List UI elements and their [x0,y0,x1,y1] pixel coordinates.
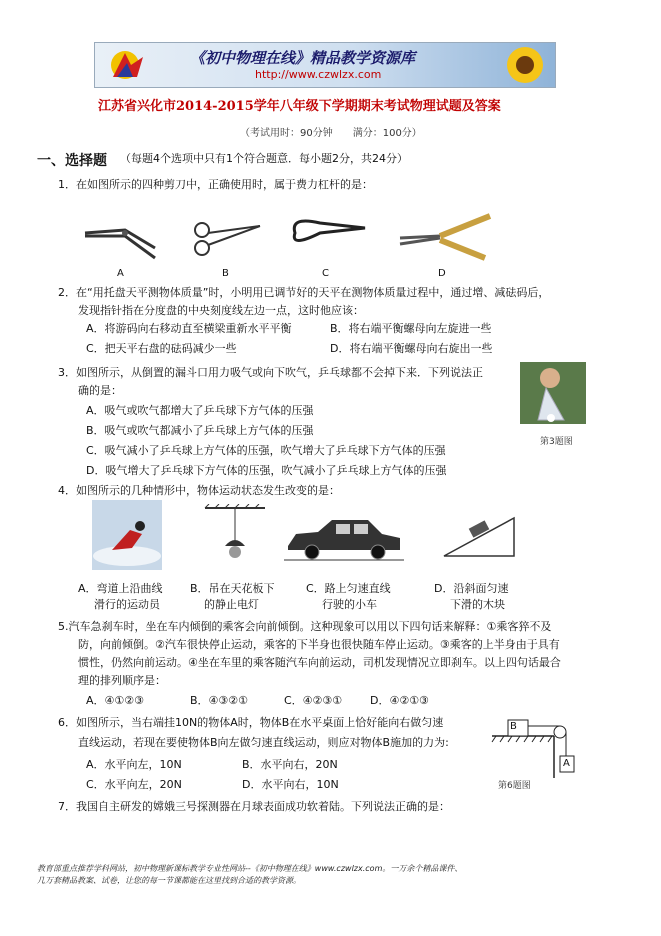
q6-option-a: A．水平向左，10N [86,758,182,771]
q5-option-b: B．④③②① [190,694,248,707]
q2-option-c: C．把天平右盘的砝码减少一些 [86,342,237,355]
q3-option-c: C．吸气减小了乒乓球上方气体的压强，吹气增大了乒乓球下方气体的压强 [86,444,446,457]
q5-option-a: A．④①②③ [86,694,144,707]
q4-option-a-line2: 滑行的运动员 [94,598,160,611]
section-note: （每题4个选项中只有1个符合题意．每小题2分，共24分） [120,152,408,165]
footer-line-1: 教育部重点推荐学科网站，初中物理新课标教学专业性网站--《初中物理在线》www.czwlzx.com。一万余个精品课件、 [37,864,463,873]
q2-option-b: B．将右端平衡螺母向左旋进一些 [330,322,492,335]
q6-stem-2: 直线运动，若现在要使物体B向左做匀速直线运动，则应对物体B施加的力为: [78,736,449,749]
q3-funnel-photo-icon [520,362,586,424]
page-footer [37,863,462,887]
banner-title: 《初中物理在线》精品教学资源库 [190,49,416,67]
q6-block-b-label: B [510,721,517,732]
q4-option-b-line1: B．吊在天花板下 [190,582,275,595]
q4-option-b-line2: 的静止电灯 [204,598,259,611]
tin-snips-icon [85,230,155,258]
q4-stem: 4．如图所示的几种情形中，物体运动状态发生改变的是： [58,484,340,497]
site-logo-icon [103,47,173,83]
q2-stem-2: 发现指针指在分度盘的中央刻度线左边一点，这时他应该： [78,304,364,317]
q4-hanging-lamp-icon [200,504,270,570]
q3-stem-1: 3．如图所示，从倒置的漏斗口用力吸气或向下吹气，乒乓球都不会掉下来．下列说法正 [58,366,483,379]
q5-option-c: C．④②③① [284,694,343,707]
q4-skater-photo-icon [92,500,162,570]
q5-line-1: 5.汽车急刹车时，坐在车内倾倒的乘客会向前倾倒。这种现象可以用以下四句话来解释：①乘客猝不及 [58,620,552,633]
section-heading: 一、选择题 [37,153,107,169]
q1-label-b: B [222,268,229,279]
sunflower-icon [495,43,555,87]
q6-stem-1: 6．如图所示，当右端挂10N的物体A时，物体B在水平桌面上恰好能向右做匀速 [58,716,444,729]
q2-option-d: D．将右端平衡螺母向右旋出一些 [330,342,493,355]
hedge-shears-icon [400,216,490,258]
footer-line-2: 几万套精品教案、试卷，让您的每一节课都能在这里找到合适的教学资源。 [37,876,301,885]
q1-label-c: C [322,268,329,279]
document-title: 江苏省兴化市2014-2015学年八年级下学期期末考试物理试题及答案 [98,99,501,114]
q3-option-b: B．吸气或吹气都减小了乒乓球上方气体的压强 [86,424,314,437]
q4-car-icon [284,512,404,562]
q5-line-4: 理的排列顺序是： [78,674,166,687]
q2-stem-1: 2．在“用托盘天平测物体质量”时，小明用已调节好的天平在测物体质量过程中，通过增、减砝码后， [58,286,550,299]
yarn-snips-icon [294,221,365,241]
q5-line-2: 防，向前倾倒。②汽车很快停止运动，乘客的下半身也很快随车停止运动。③乘客的上半身由于具有 [78,638,560,651]
q5-line-3: 惯性，仍然向前运动。④坐在车里的乘客随汽车向前运动，司机发现情况立即刹车。以上四句话最合 [78,656,561,669]
q1-label-d: D [438,268,446,279]
q1-stem: 1．在如图所示的四种剪刀中，正确使用时，属于费力杠杆的是： [58,178,373,191]
banner-url: http://www.czwlzx.com [255,68,382,81]
q4-option-d-line2: 下滑的木块 [450,598,505,611]
header-banner [94,42,556,88]
q6-option-c: C．水平向左，20N [86,778,182,791]
q1-label-a: A [117,268,124,279]
q5-option-d: D．④②①③ [370,694,429,707]
q3-option-d: D．吸气增大了乒乓球下方气体的压强，吹气减小了乒乓球上方气体的压强 [86,464,447,477]
q6-block-a-label: A [563,758,570,769]
q2-option-a: A．将游码向右移动直至横梁重新水平平衡 [86,322,292,335]
q4-option-c-line2: 行驶的小车 [322,598,377,611]
q7-stem: 7．我国自主研发的嫦娥三号探测器在月球表面成功软着陆。下列说法正确的是： [58,800,450,813]
q6-option-d: D．水平向右，10N [242,778,339,791]
q6-caption: 第6题图 [498,781,531,791]
q6-option-b: B．水平向右，20N [242,758,338,771]
q3-caption: 第3题图 [540,437,573,447]
q4-option-d-line1: D．沿斜面匀速 [434,582,509,595]
q3-stem-2: 确的是： [78,384,122,397]
surgical-scissors-icon [195,223,260,255]
q4-option-a-line1: A．弯道上沿曲线 [78,582,163,595]
q1-scissors-figure [80,208,500,268]
q6-pulley-diagram [490,712,590,778]
q3-option-a: A．吸气或吹气都增大了乒乓球下方气体的压强 [86,404,314,417]
exam-meta: （考试用时：90分钟 满分：100分） [240,128,422,139]
q4-option-c-line1: C．路上匀速直线 [306,582,391,595]
q4-incline-block-icon [440,512,520,560]
